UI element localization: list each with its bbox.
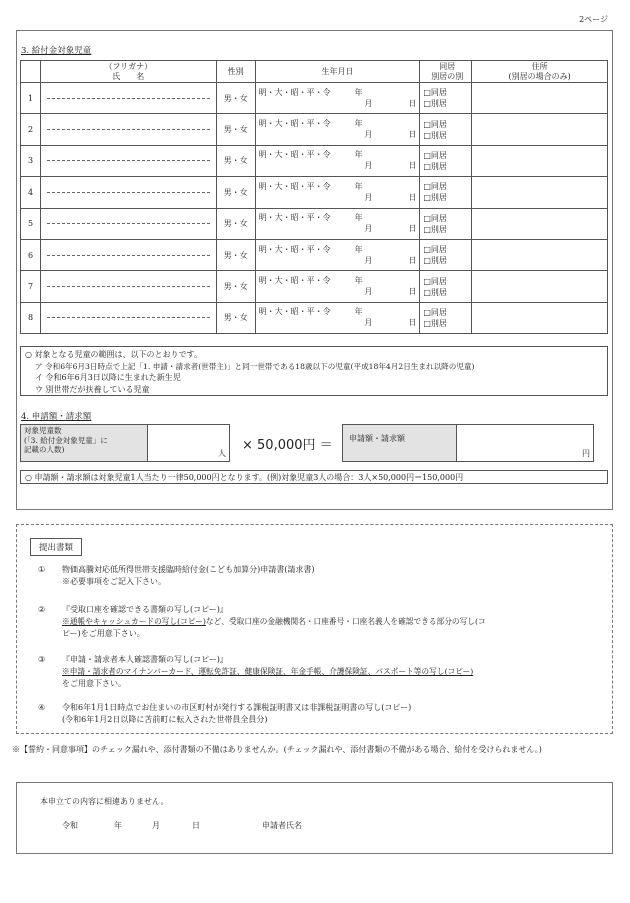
furigana-divider xyxy=(47,223,210,224)
separate-checkbox[interactable]: □別居 xyxy=(423,287,447,297)
child-count-field[interactable] xyxy=(148,424,230,462)
day-label: 日 xyxy=(408,192,417,202)
document-item-2 xyxy=(38,604,608,640)
sex-cell[interactable]: 男・女 xyxy=(216,302,255,333)
child-count-label-1: 対象児童数 xyxy=(24,426,62,435)
birth-era: 明・大・昭・平・令 年 xyxy=(258,213,363,223)
sex-cell[interactable]: 男・女 xyxy=(216,208,255,239)
month-label: 月 xyxy=(364,318,373,328)
sex-cell[interactable]: 男・女 xyxy=(216,114,255,145)
birth-era: 明・大・昭・平・令 年 xyxy=(258,150,363,160)
document-item-3 xyxy=(38,654,608,690)
cohabit-checkbox[interactable]: □同居 xyxy=(423,88,447,98)
address-cell[interactable] xyxy=(472,83,608,114)
table-row xyxy=(21,145,608,176)
birth-cell[interactable] xyxy=(255,177,420,208)
child-count-label-3: 記載の人数) xyxy=(24,445,65,454)
separate-checkbox[interactable]: □別居 xyxy=(423,318,447,328)
children-table-body xyxy=(21,83,608,334)
amount-label: 申請額・請求額 xyxy=(342,424,457,462)
month-label: 月 xyxy=(364,224,373,234)
child-count-unit: 人 xyxy=(218,449,226,458)
declaration-month: 月 xyxy=(152,821,160,830)
document-item-1 xyxy=(38,564,608,588)
children-table xyxy=(20,60,608,334)
separate-checkbox[interactable]: □別居 xyxy=(423,130,447,140)
amount-row xyxy=(20,424,604,462)
cohabit-cell[interactable] xyxy=(420,208,472,239)
col-name-header xyxy=(40,61,216,83)
birth-era: 明・大・昭・平・令 年 xyxy=(258,307,363,317)
cohabit-cell[interactable] xyxy=(420,271,472,302)
month-label: 月 xyxy=(364,255,373,265)
col-birth-header: 生年月日 xyxy=(255,61,420,83)
eligibility-item-i: イ 令和6年6月3日以降に生まれた新生児 xyxy=(35,373,181,382)
address-cell[interactable] xyxy=(472,302,608,333)
doc-text: 物価高騰対応低所得世帯支援臨時給付金(こども加算分)申請書(請求書) xyxy=(62,565,315,574)
eligibility-item-u: ウ 別世帯だが扶養している児童 xyxy=(35,384,150,394)
row-number: 2 xyxy=(21,114,41,145)
name-cell[interactable] xyxy=(40,114,216,145)
cohabit-checkbox[interactable]: □同居 xyxy=(423,245,447,255)
sex-cell[interactable]: 男・女 xyxy=(216,239,255,270)
birth-era: 明・大・昭・平・令 年 xyxy=(258,87,363,97)
row-number: 8 xyxy=(21,302,41,333)
cohabit-checkbox[interactable]: □同居 xyxy=(423,276,447,286)
section4-title: 4. 申請額・請求額 xyxy=(21,412,92,422)
table-row xyxy=(21,208,608,239)
amount-field[interactable] xyxy=(457,424,594,462)
address-cell[interactable] xyxy=(472,177,608,208)
cohabit-checkbox[interactable]: □同居 xyxy=(423,150,447,160)
row-number: 1 xyxy=(21,83,41,114)
row-number: 7 xyxy=(21,271,41,302)
cohabit-checkbox[interactable]: □同居 xyxy=(423,119,447,129)
separate-checkbox[interactable]: □別居 xyxy=(423,193,447,203)
cohabit-cell[interactable] xyxy=(420,239,472,270)
eligibility-note xyxy=(20,346,608,396)
caution-text: ※【誓約・同意事項】のチェック漏れや、添付書類の不備はありませんか。(チェック漏れや、添付書類の不備がある場合、給付を受けられません。) xyxy=(12,745,542,754)
signer-field[interactable] xyxy=(310,816,590,832)
cohabit-cell[interactable] xyxy=(420,177,472,208)
name-cell[interactable] xyxy=(40,239,216,270)
day-label: 日 xyxy=(408,224,417,234)
document-item-4 xyxy=(38,702,608,726)
doc-text: 令和6年1月1日時点でお住まいの市区町村が発行する課税証明書又は非課税証明書の写し(コピー) xyxy=(62,703,412,712)
row-number: 3 xyxy=(21,145,41,176)
col-address-header xyxy=(472,61,608,83)
cohabit-cell[interactable] xyxy=(420,114,472,145)
day-label: 日 xyxy=(408,130,417,140)
table-row xyxy=(21,83,608,114)
name-label: 氏 名 xyxy=(112,71,145,81)
address-cell[interactable] xyxy=(472,145,608,176)
row-number: 4 xyxy=(21,177,41,208)
declaration-year: 年 xyxy=(114,821,122,830)
furigana-divider xyxy=(47,317,210,318)
doc-note-cont: をご用意下さい。 xyxy=(62,679,126,688)
table-row xyxy=(21,271,608,302)
doc-note: ※必要事項をご記入下さい。 xyxy=(62,577,166,586)
furigana-divider xyxy=(47,255,210,256)
doc-number: ④ xyxy=(38,703,46,712)
furigana-divider xyxy=(47,286,210,287)
birth-cell[interactable] xyxy=(255,302,420,333)
table-header-row xyxy=(21,61,608,83)
month-label: 月 xyxy=(364,287,373,297)
col-no-header xyxy=(21,61,41,83)
col-cohabit-header xyxy=(420,61,472,83)
month-label: 月 xyxy=(364,192,373,202)
doc-number: ③ xyxy=(38,655,46,664)
cohabit-cell[interactable] xyxy=(420,145,472,176)
eligibility-lead: ○ 対象となる児童の範囲は、以下のとおりです。 xyxy=(25,350,202,359)
birth-era: 明・大・昭・平・令 年 xyxy=(258,119,363,129)
month-label: 月 xyxy=(364,161,373,171)
furigana-divider xyxy=(47,160,210,161)
cohabit-cell[interactable] xyxy=(420,302,472,333)
name-cell[interactable] xyxy=(40,271,216,302)
name-cell[interactable] xyxy=(40,208,216,239)
multiplier-text: × 50,000円 ＝ xyxy=(242,438,333,453)
address-label-2: (別居の場合のみ) xyxy=(508,71,571,81)
doc-text: 『受取口座を確認できる書類の写し(コピー)』 xyxy=(62,605,228,614)
doc-text: 『申請・請求者本人確認書類の写し(コピー)』 xyxy=(62,655,228,664)
doc-note-emphasis: ※申請・請求者のマイナンバーカード、運転免許証、健康保険証、年金手帳、介護保険証、パスポート等の写し(コピー) xyxy=(62,667,474,676)
col-sex-header: 性別 xyxy=(216,61,255,83)
cohabit-cell[interactable] xyxy=(420,83,472,114)
calc-note: ○ 申請額・請求額は対象児童1人当たり一律50,000円となります。(例)対象児童3人の場合：3人×50,000円＝150,000円 xyxy=(20,470,608,484)
furigana-divider xyxy=(47,129,210,130)
cohabit-label-2: 別居の別 xyxy=(431,71,464,81)
name-cell[interactable] xyxy=(40,302,216,333)
sex-cell[interactable]: 男・女 xyxy=(216,83,255,114)
day-label: 日 xyxy=(408,287,417,297)
cohabit-checkbox[interactable]: □同居 xyxy=(423,213,447,223)
doc-note: (令和6年1月2日以降に苫前町に転入された世帯員全員分) xyxy=(62,715,268,724)
birth-cell[interactable] xyxy=(255,208,420,239)
birth-cell[interactable] xyxy=(255,83,420,114)
name-cell[interactable] xyxy=(40,145,216,176)
row-number: 6 xyxy=(21,239,41,270)
child-count-label xyxy=(20,424,148,462)
address-cell[interactable] xyxy=(472,114,608,145)
name-cell[interactable] xyxy=(40,83,216,114)
address-cell[interactable] xyxy=(472,208,608,239)
table-row xyxy=(21,239,608,270)
doc-note-cont: ピー)をご用意下さい。 xyxy=(62,629,145,638)
amount-unit: 円 xyxy=(582,449,590,458)
address-cell[interactable] xyxy=(472,239,608,270)
doc-number: ① xyxy=(38,565,46,574)
day-label: 日 xyxy=(408,161,417,171)
signer-label: 申請者氏名 xyxy=(262,821,302,830)
birth-cell[interactable] xyxy=(255,114,420,145)
birth-cell[interactable] xyxy=(255,145,420,176)
cohabit-checkbox[interactable]: □同居 xyxy=(423,182,447,192)
separate-checkbox[interactable]: □別居 xyxy=(423,224,447,234)
cohabit-label-1: 同居 xyxy=(439,61,456,71)
day-label: 日 xyxy=(408,98,417,108)
table-row xyxy=(21,177,608,208)
birth-era: 明・大・昭・平・令 年 xyxy=(258,244,363,254)
address-label-1: 住所 xyxy=(531,61,548,71)
cohabit-checkbox[interactable]: □同居 xyxy=(423,307,447,317)
doc-note-emphasis: ※通帳やキャッシュカードの写し(コピー) xyxy=(62,617,206,626)
sex-cell[interactable]: 男・女 xyxy=(216,145,255,176)
furigana-divider xyxy=(47,192,210,193)
day-label: 日 xyxy=(408,318,417,328)
sex-cell[interactable]: 男・女 xyxy=(216,177,255,208)
day-label: 日 xyxy=(408,255,417,265)
furigana-label: （フリガナ） xyxy=(104,61,153,71)
table-row xyxy=(21,302,608,333)
child-count-label-2: (「3. 給付金対象児童」に xyxy=(24,435,108,445)
birth-era: 明・大・昭・平・令 年 xyxy=(258,276,363,286)
separate-checkbox[interactable]: □別居 xyxy=(423,161,447,171)
separate-checkbox[interactable]: □別居 xyxy=(423,256,447,266)
section3-title: 3. 給付金対象児童 xyxy=(21,46,92,56)
birth-era: 明・大・昭・平・令 年 xyxy=(258,181,363,191)
separate-checkbox[interactable]: □別居 xyxy=(423,99,447,109)
birth-cell[interactable] xyxy=(255,271,420,302)
month-label: 月 xyxy=(364,98,373,108)
table-row xyxy=(21,114,608,145)
declaration-text: 本申立ての内容に相違ありません。 xyxy=(40,797,169,806)
sex-cell[interactable]: 男・女 xyxy=(216,271,255,302)
declaration-day: 日 xyxy=(192,821,200,830)
doc-number: ② xyxy=(38,605,46,614)
month-label: 月 xyxy=(364,130,373,140)
row-number: 5 xyxy=(21,208,41,239)
furigana-divider xyxy=(47,98,210,99)
page-number: 2ページ xyxy=(579,15,608,24)
eligibility-item-a: ア 令和6年6月3日時点で上記「1. 申請・請求者(世帯主)」と同一世帯である18歳以下の児童(平成18年4月2日生まれ以降の児童) xyxy=(35,361,475,371)
doc-note: など、受取口座の金融機関名・口座番号・口座名義人を確認できる部分の写し(コ xyxy=(205,617,486,626)
birth-cell[interactable] xyxy=(255,239,420,270)
declaration-era: 令和 xyxy=(62,821,78,830)
address-cell[interactable] xyxy=(472,271,608,302)
name-cell[interactable] xyxy=(40,177,216,208)
documents-title: 提出書類 xyxy=(30,538,82,556)
